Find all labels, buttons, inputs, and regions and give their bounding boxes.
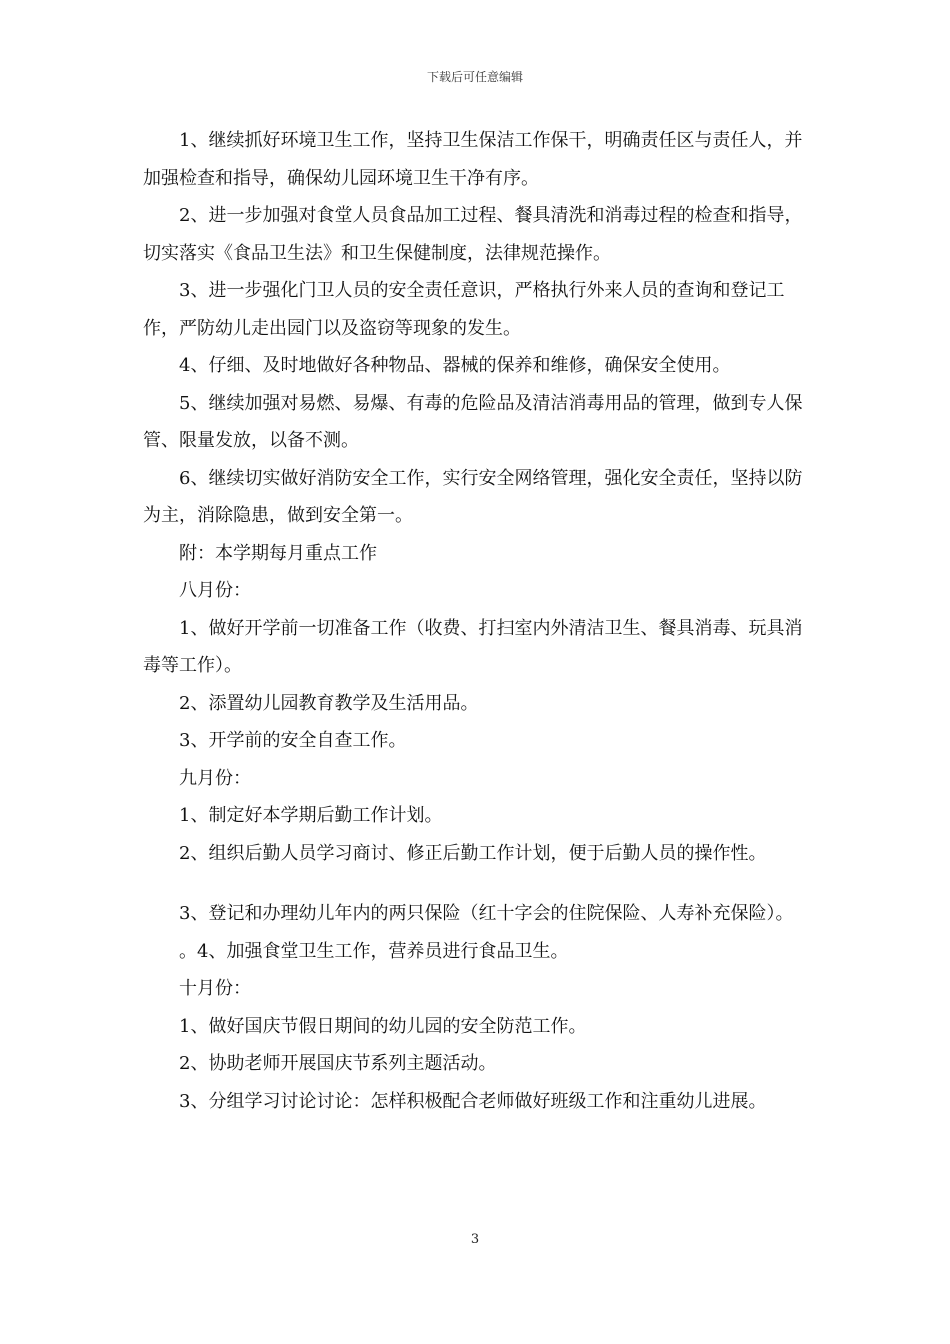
page-number: 3: [470, 1232, 480, 1247]
paragraph: 2、添置幼儿园教育教学及生活用品。: [179, 692, 479, 714]
paragraph: 。4、加强食堂卫生工作，营养员进行食品卫生。: [179, 940, 569, 962]
paragraph: 4、仔细、及时地做好各种物品、器械的保养和维修，确保安全使用。: [179, 355, 731, 376]
paragraph: 1、做好开学前一切准备工作（收费、打扫室内外清洁卫生、餐具消毒、玩具消毒等工作）。: [143, 617, 803, 676]
paragraph: 6、继续切实做好消防安全工作，实行安全网络管理，强化安全责任，坚持以防为主，消除隐患，做到安全第一。: [143, 467, 803, 526]
paragraph: 1、制定好本学期后勤工作计划。: [179, 805, 443, 826]
page-header: 下载后可任意编辑: [426, 70, 523, 84]
month-heading: 十月份：: [179, 978, 251, 999]
paragraph: 3、登记和办理幼儿年内的两只保险（红十字会的住院保险、人寿补充保险）。: [179, 903, 794, 924]
paragraph: 1、继续抓好环境卫生工作，坚持卫生保洁工作保干，明确责任区与责任人，并加强检查和指导，确保幼儿园环境卫生干净有序。: [143, 130, 803, 189]
month-heading: 八月份：: [179, 580, 251, 601]
paragraph: 2、协助老师开展国庆节系列主题活动。: [179, 1053, 497, 1074]
section-heading: 附：本学期每月重点工作: [179, 542, 377, 564]
paragraph: 1、做好国庆节假日期间的幼儿园的安全防范工作。: [179, 1015, 587, 1037]
paragraph: 3、开学前的安全自查工作。: [179, 730, 407, 751]
paragraph: 3、分组学习讨论讨论：怎样积极配合老师做好班级工作和注重幼儿进展。: [179, 1090, 767, 1112]
paragraph: 2、进一步加强对食堂人员食品加工过程、餐具清洗和消毒过程的检查和指导，切实落实《食品卫生法》和卫生保健制度，法律规范操作。: [143, 205, 803, 264]
paragraph: 5、继续加强对易燃、易爆、有毒的危险品及清洁消毒用品的管理，做到专人保管、限量发放，以备不测。: [143, 392, 803, 451]
paragraph: 3、进一步强化门卫人员的安全责任意识，严格执行外来人员的查询和登记工作，严防幼儿走出园门以及盗窃等现象的发生。: [143, 280, 785, 339]
document-body: [143, 122, 810, 1120]
month-heading: 九月份：: [179, 767, 251, 789]
paragraph: 2、组织后勤人员学习商讨、修正后勤工作计划，便于后勤人员的操作性。: [179, 842, 767, 864]
